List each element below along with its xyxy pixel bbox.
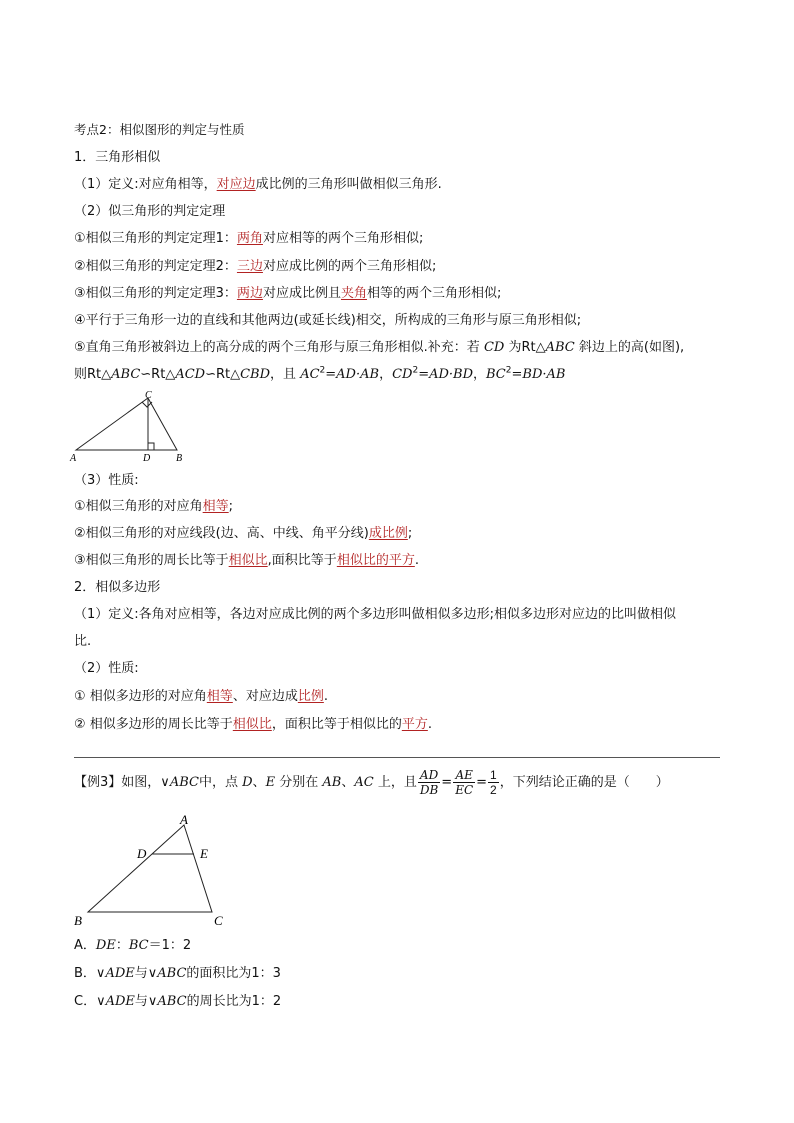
polygon-property-1: ① 相似多边形的对应角相等、对应边成比例.	[74, 689, 328, 704]
highlight-text: 相似比的平方	[336, 553, 415, 568]
example-triangle-figure	[68, 808, 238, 932]
example-label: 【例3】	[74, 775, 122, 790]
polygon-definition: （1）定义:各角对应相等，各边对应成比例的两个多边形叫做相似多边形;相似多边形对应边的比叫做相似	[74, 607, 677, 622]
option-c[interactable]: C．∨ADE与∨ABC的周长比为1：2	[74, 994, 282, 1009]
triangle-abc	[76, 398, 177, 450]
theorem-5: ⑤直角三角形被斜边上的高分成的两个三角形与原三角形相似.补充：若 CD 为Rt△ABC 斜边上的高(如图),	[74, 340, 685, 355]
highlight-text: 比例	[297, 689, 324, 704]
label-d: D	[137, 846, 147, 861]
property-1: ①相似三角形的对应角相等;	[74, 499, 234, 514]
highlight-text: 相似比	[232, 717, 272, 732]
theorem-3: ③相似三角形的判定定理3：两边对应成比例且夹角相等的两个三角形相似;	[74, 286, 502, 301]
theorem-4: ④平行于三角形一边的直线和其他两边(或延长线)相交，所构成的三角形与原三角形相似;	[74, 313, 582, 328]
triangle-abc	[88, 825, 212, 912]
section-divider	[74, 757, 720, 758]
polygon-definition-cont: 比.	[74, 634, 92, 649]
label-c: C	[145, 390, 152, 401]
fraction-ae-ec: $\frac{AE}{EC}$	[455, 768, 474, 797]
highlight-text: 成比例	[368, 526, 408, 541]
right-triangle-figure	[68, 388, 194, 464]
highlight-text: 相等	[206, 689, 233, 704]
highlight-text: 对应边	[216, 177, 256, 192]
theorem-2: ②相似三角形的判定定理2：三边对应成比例的两个三角形相似;	[74, 259, 437, 274]
highlight-text: 两角	[236, 231, 263, 246]
label-d: D	[143, 453, 151, 464]
triangle-definition: （1）定义:对应角相等，对应边成比例的三角形叫做相似三角形.	[74, 177, 442, 192]
label-b: B	[74, 913, 82, 928]
polygon-properties-heading: （2）性质:	[74, 661, 139, 676]
property-2: ②相似三角形的对应线段(边、高、中线、角平分线)成比例;	[74, 526, 413, 541]
heading-similar-polygons: 2．相似多边形	[74, 580, 161, 595]
label-b: B	[176, 453, 183, 464]
option-b[interactable]: B．∨ADE与∨ABC的面积比为1：3	[74, 966, 281, 981]
label-a: A	[180, 812, 188, 827]
heading-triangle-similarity: 1．三角形相似	[74, 150, 161, 165]
fraction-one-half: $\frac{1}{2}$	[490, 768, 497, 797]
highlight-text: 两边	[236, 286, 263, 301]
label-e: E	[200, 846, 208, 861]
highlight-text: 三边	[236, 259, 263, 274]
highlight-text: 平方	[401, 717, 428, 732]
right-angle-mark-d	[148, 443, 154, 450]
highlight-text: 相似比	[228, 553, 268, 568]
option-a[interactable]: A．DE：BC＝1：2	[74, 938, 192, 953]
fraction-ad-db: $\frac{AD}{DB}$	[419, 768, 439, 797]
theorem-1: ①相似三角形的判定定理1：两角对应相等的两个三角形相似;	[74, 231, 424, 246]
judgment-heading: （2）似三角形的判定定理	[74, 204, 226, 219]
highlight-text: 夹角	[340, 286, 367, 301]
theorem-5-conclusion: 则Rt△ABC∽Rt△ACD∽Rt△CBD，且 $AC^2=AD\cdot AB$，$CD^2=AD\cdot BD$，$BC^2=BD\cdot AB$	[74, 365, 566, 382]
property-3: ③相似三角形的周长比等于相似比,面积比等于相似比的平方.	[74, 553, 419, 568]
highlight-text: 相等	[202, 499, 229, 514]
label-c: C	[214, 913, 223, 928]
properties-heading: （3）性质:	[74, 473, 139, 488]
label-a: A	[70, 453, 77, 464]
polygon-property-2: ② 相似多边形的周长比等于相似比，面积比等于相似比的平方.	[74, 717, 432, 732]
example-question: 【例3】如图，∨ABC中，点 D、E 分别在 AB、AC 上，且 $\frac{AD}{DB}$ = $\frac{AE}{EC}$ = $\frac{1}{2}$ ，下列结论正确的是（ ）	[74, 768, 669, 797]
section-title: 考点2：相似图形的判定与性质	[74, 122, 245, 137]
